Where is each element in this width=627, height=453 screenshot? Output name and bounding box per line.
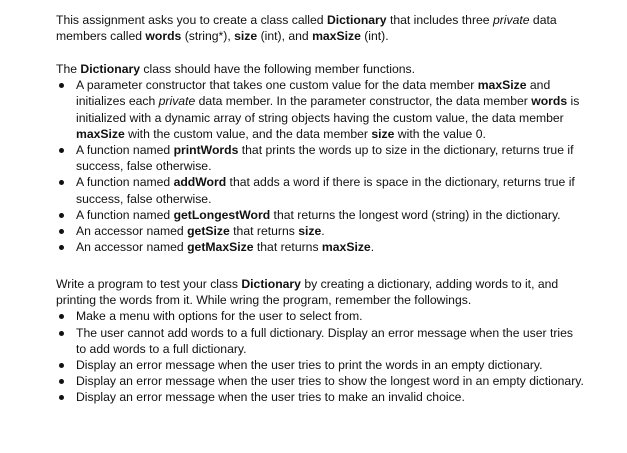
intro-size: size [234,29,258,44]
list-item [56,77,584,142]
list-item: Display an error message when the user tries to show the longest word in an empty dictionary. [56,373,584,389]
intro-text-4: (string*), [181,29,235,44]
item-text: data member. In the parameter constructor, the data member [195,94,532,109]
item-text: that returns the longest word (string) in the dictionary. [270,207,561,222]
list-item [56,223,584,239]
item-text: . [370,240,375,255]
item-text: is initialized with a dynamic array of string objects having the custom value, the data member [76,94,580,125]
item-bold: size [371,126,395,141]
intro-maxsize: maxSize [312,29,361,44]
item-bold: getMaxSize [187,240,254,255]
test-program-lead [56,276,584,308]
lead-text-2: class should have the following member functions. [140,62,416,76]
item-bold: getLongestWord [173,207,271,222]
intro-private: private [492,13,530,27]
intro-paragraph [56,12,584,44]
intro-text-2: that includes three [386,13,493,27]
list-item [56,142,584,174]
item-text: A function named [76,143,174,158]
item-text: that returns [253,240,322,255]
item-text: that adds a word if there is space in the dictionary, returns true if success, false otherwise. [76,175,575,206]
item-bold: addWord [173,175,227,190]
lead-text-1: Write a program to test your class [56,277,242,291]
item-text: . [321,224,325,239]
item-text: A function named [76,207,174,222]
item-bold: size [298,224,322,239]
item-bold: maxSize [321,240,371,255]
member-functions-list [56,77,584,255]
item-text: with the custom value, and the data member [124,126,372,141]
test-program-list [56,308,584,405]
item-bold: getSize [187,224,230,239]
item-italic: private [158,94,196,109]
intro-class-name: Dictionary [326,13,387,27]
list-item: Display an error message when the user tries to print the words in an empty dictionary. [56,357,584,373]
intro-text-1: This assignment asks you to create a class called [56,13,327,27]
item-text: An accessor named [76,240,188,255]
item-bold: maxSize [76,126,125,141]
intro-words: words [145,29,182,44]
lead-class-name: Dictionary [80,62,140,76]
test-program-section [56,276,584,406]
item-bold: maxSize [477,78,527,93]
item-text: with the value 0. [394,126,486,141]
item-text: A parameter constructor that takes one custom value for the data member [76,78,478,93]
member-functions-lead [56,61,584,77]
item-text: that returns [229,224,299,239]
list-item: Make a menu with options for the user to select from. [56,308,584,324]
intro-text-6: (int). [360,29,389,44]
intro-text-3: data members called [56,13,557,44]
list-item [56,174,584,206]
item-text: that prints the words up to size in the dictionary, returns true if success, false otherwise. [76,143,574,174]
item-bold: printWords [173,143,239,158]
intro-text-5: (int), and [257,29,313,44]
list-item: Display an error message when the user tries to make an invalid choice. [56,389,584,405]
lead-class-name: Dictionary [241,277,301,291]
lead-text-1: The [56,62,81,76]
list-item [56,239,584,255]
list-item [56,207,584,223]
member-functions-section [56,61,584,255]
item-text: A function named [76,175,174,190]
item-bold: words [531,94,568,109]
lead-text-2: by creating a dictionary, adding words to it, and printing the words from it. While wring the program, remember the followings. [56,277,559,308]
item-text: and initializes each [76,78,551,109]
item-text: An accessor named [76,224,188,239]
list-item: The user cannot add words to a full dictionary. Display an error message when the user tries to add words to a full dictionary. [56,325,584,357]
